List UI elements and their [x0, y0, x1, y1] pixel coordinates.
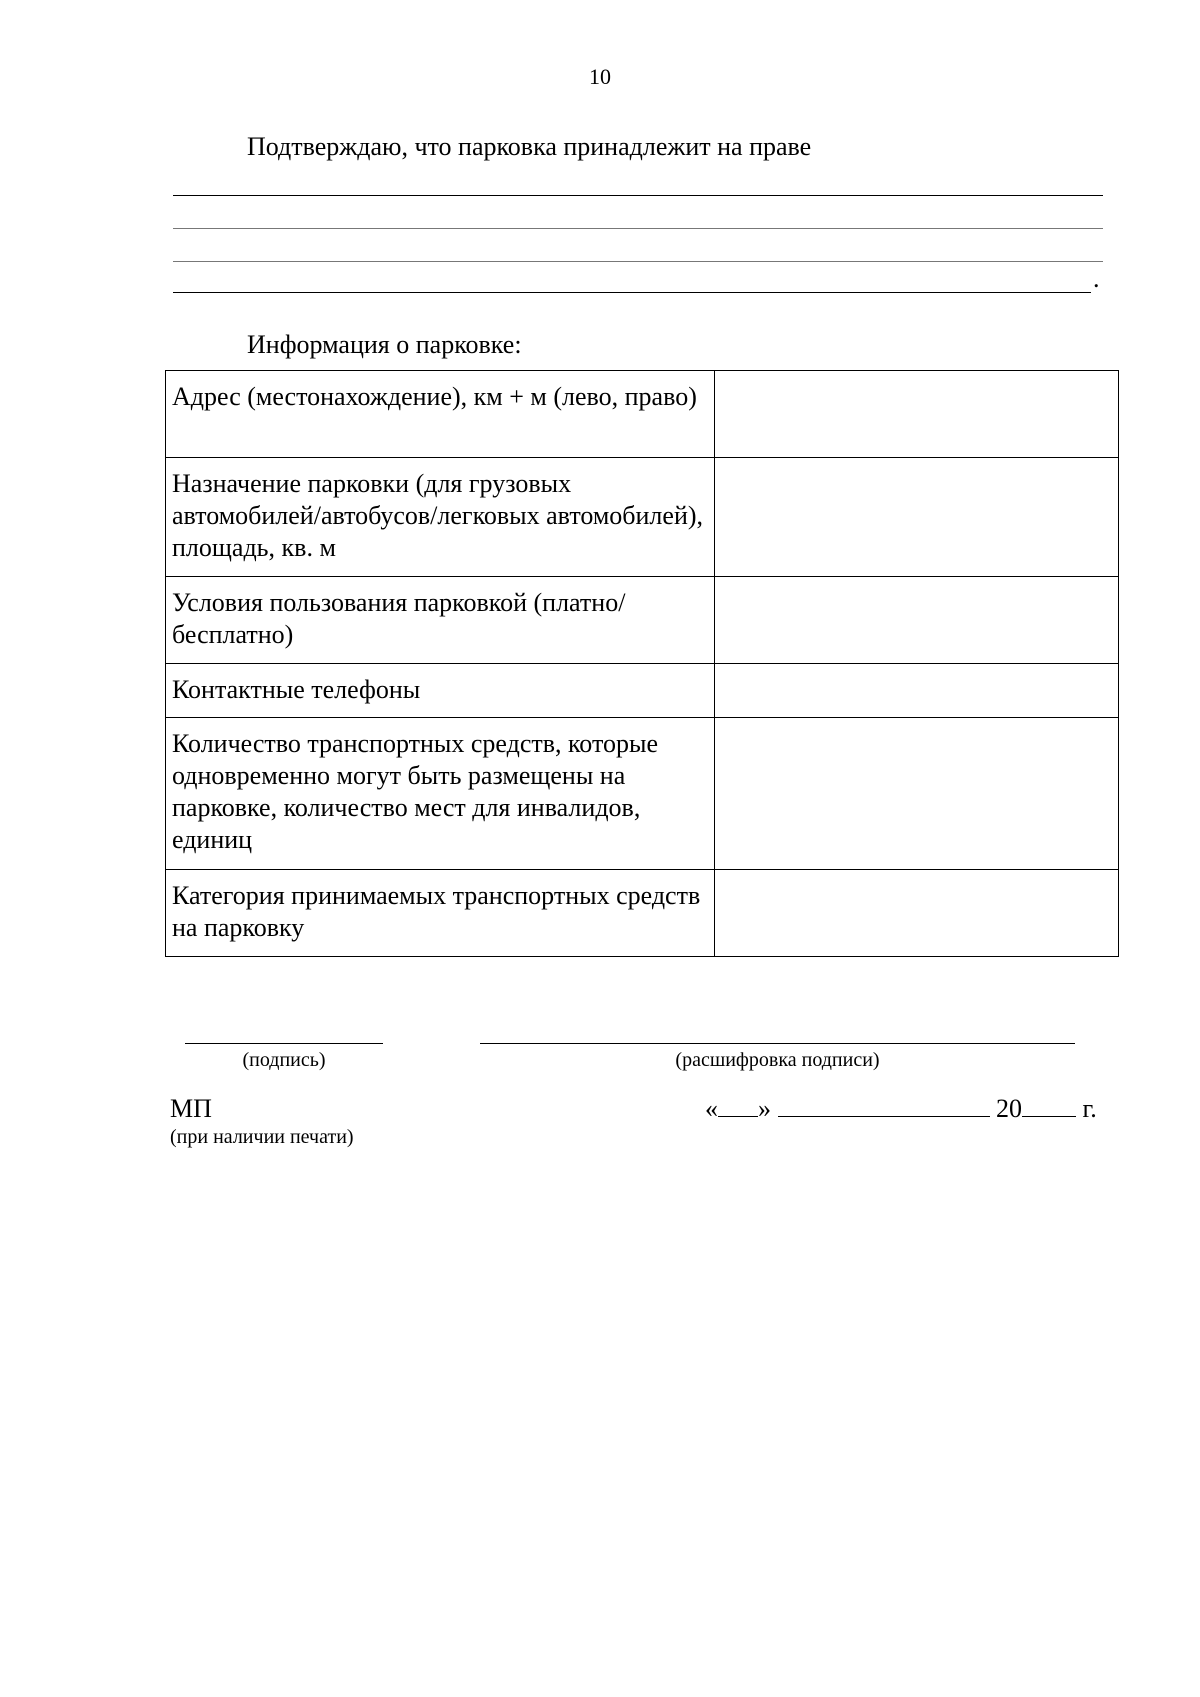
signature-caption: (подпись): [242, 1049, 326, 1071]
date-close-quote: »: [758, 1094, 771, 1123]
table-row: [166, 577, 1119, 664]
date-open-quote: «: [705, 1094, 718, 1123]
date-year-suffix: г.: [1082, 1094, 1097, 1123]
ownership-line-3: [173, 261, 1103, 262]
stamp-caption: (при наличии печати): [170, 1126, 354, 1148]
table-row: [166, 664, 1119, 718]
row-label-purpose: Назначение парковки (для грузовых автомобилей/автобусов/легковых автомобилей), площадь, кв. м: [166, 458, 715, 577]
parking-info-heading: Информация о парковке:: [247, 330, 522, 359]
table-row: [166, 870, 1119, 957]
date-century: 20: [996, 1094, 1022, 1123]
row-value-address[interactable]: [715, 371, 1119, 458]
date-month-blank[interactable]: [778, 1094, 990, 1117]
row-label-phones: Контактные телефоны: [166, 664, 715, 718]
row-label-vehicle-category: Категория принимаемых транспортных средств на парковку: [166, 870, 715, 957]
ownership-line-4: [173, 292, 1091, 293]
ownership-line-1: [173, 195, 1103, 196]
row-label-conditions: Условия пользования парковкой (платно/бесплатно): [166, 577, 715, 664]
table-row: [166, 371, 1119, 458]
row-value-vehicle-category[interactable]: [715, 870, 1119, 957]
ownership-period: .: [1093, 264, 1100, 293]
stamp-label: МП: [170, 1094, 212, 1123]
date-day-blank[interactable]: [718, 1094, 758, 1117]
signature-line: [185, 1043, 383, 1044]
ownership-confirmation-text: Подтверждаю, что парковка принадлежит на праве: [247, 132, 812, 161]
row-value-capacity[interactable]: [715, 718, 1119, 870]
date-year-blank[interactable]: [1022, 1094, 1076, 1117]
signature-decoding-caption: (расшифровка подписи): [675, 1049, 880, 1071]
row-label-address: Адрес (местонахождение), км + м (лево, право): [166, 371, 715, 458]
ownership-line-2: [173, 228, 1103, 229]
row-value-phones[interactable]: [715, 664, 1119, 718]
page-number: 10: [589, 64, 611, 89]
row-value-conditions[interactable]: [715, 577, 1119, 664]
parking-info-table: [165, 370, 1119, 957]
table-row: [166, 718, 1119, 870]
row-value-purpose[interactable]: [715, 458, 1119, 577]
table-row: [166, 458, 1119, 577]
date-field: [705, 1094, 1097, 1124]
row-label-capacity: Количество транспортных средств, которые одновременно могут быть размещены на парковке, количество мест для инвалидов, единиц: [166, 718, 715, 870]
signature-decoding-line: [480, 1043, 1075, 1044]
